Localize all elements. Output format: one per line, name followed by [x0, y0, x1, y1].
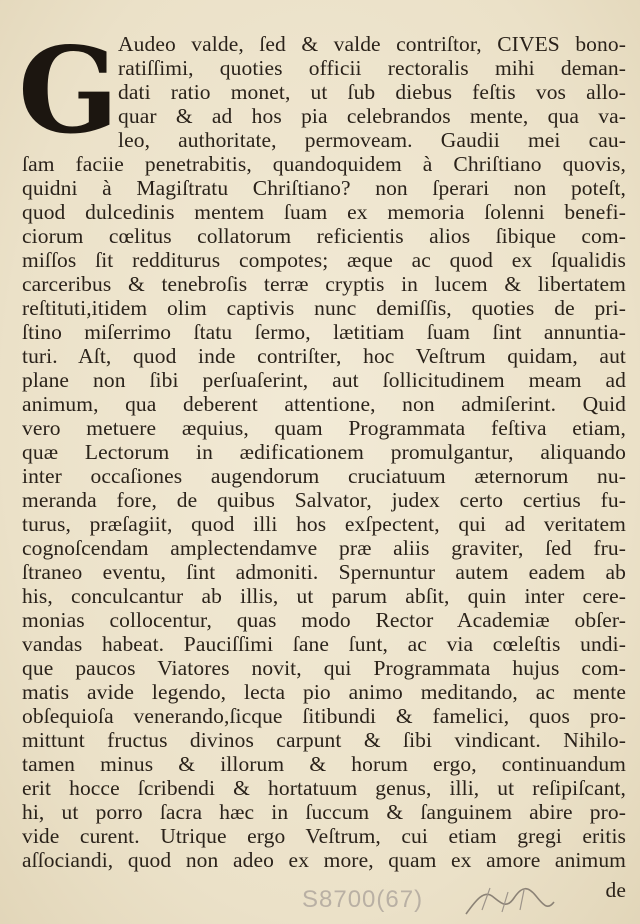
- text-line: leo, authoritate, permoveam. Gaudii mei cau-: [118, 128, 626, 152]
- text-line: hi, ut porro ſacra hæc in ſuccum & ſanguinem abire pro-: [22, 800, 626, 824]
- drop-cap-initial: G: [18, 21, 119, 160]
- text-line: dati ratio monet, ut ſub diebus feſtis vos allo-: [118, 80, 626, 104]
- text-line: carceribus & tenebroſis terræ cryptis in lucem & libertatem: [22, 272, 626, 296]
- text-line: vandas habeat. Pauciſſimi ſane ſunt, ac via cœleſtis undi-: [22, 632, 626, 656]
- text-line: miſſos ſit redditurus compotes; æque ac quod ex ſqualidis: [22, 248, 626, 272]
- text-line: aſſociandi, quod non adeo ex more, quam ex amore animum: [22, 848, 626, 872]
- text-line: turi. Aſt, quod inde contriſter, hoc Veſtrum quidam, aut: [22, 344, 626, 368]
- text-line: animum, qua deberent attentione, non admiſerint. Quid: [22, 392, 626, 416]
- text-line: quæ Lectorum in ædificationem promulgantur, aliquando: [22, 440, 626, 464]
- text-line: ſam faciie penetrabitis, quandoquidem à Chriſtiano quovis,: [22, 152, 626, 176]
- text-line: meranda fore, de quibus Salvator, judex certo certius fu-: [22, 488, 626, 512]
- library-stamp: S8700(67): [302, 886, 424, 913]
- text-line: turus, præſagiit, quod illi hos exſpectent, qui ad veritatem: [22, 512, 626, 536]
- text-line: ciorum cœlitus collatorum reficientis alios ſibique com-: [22, 224, 626, 248]
- text-line: cognoſcendam amplectendamve præ aliis graviter, ſed fru-: [22, 536, 626, 560]
- text-line: erit hocce ſcribendi & hortatuum genus, illi, ut reſipiſcant,: [22, 776, 626, 800]
- text-line: ratiſſimi, quoties officii rectoralis mihi deman-: [118, 56, 626, 80]
- text-line: tamen minus & illorum & horum ergo, continuandum: [22, 752, 626, 776]
- text-line: vide curent. Utrique ergo Veſtrum, cui etiam gregi eritis: [22, 824, 626, 848]
- text-line: ſtraneo eventu, ſint admoniti. Spernuntur autem eadem ab: [22, 560, 626, 584]
- text-line: monias collocentur, quas modo Rector Academiæ obſer-: [22, 608, 626, 632]
- text-line: reſtituti,itidem olim captivis nunc demiſſis, quoties de pri-: [22, 296, 626, 320]
- text-line: Audeo valde, ſed & valde contriſtor, CIVES bono-: [118, 32, 626, 56]
- text-line: plane non ſibi perſuaſerint, aut ſollicitudinem meam ad: [22, 368, 626, 392]
- text-line: quar & ad hos pia celebrandos mente, qua va-: [118, 104, 626, 128]
- text-line: obſequioſa venerando,ſicque ſitibundi & famelici, quos pro-: [22, 704, 626, 728]
- text-line: quod dulcedinis mentem ſuam ex memoria ſolenni benefi-: [22, 200, 626, 224]
- text-line: ſtino miſerrimo ſtatu ſermo, lætitiam ſuam ſint annuntia-: [22, 320, 626, 344]
- handwritten-signature-icon: [462, 880, 558, 920]
- text-line: his, conculcantur ab illis, ut parum abſit, quin inter cere-: [22, 584, 626, 608]
- text-line: vero metuere æquius, quam Programmata feſtiva etiam,: [22, 416, 626, 440]
- text-line: inter occaſiones augendorum cruciatuum æternorum nu-: [22, 464, 626, 488]
- catchword: de: [605, 878, 626, 902]
- text-line: matis avide legendo, lecta pio animo meditando, ac mente: [22, 680, 626, 704]
- text-line: que paucos Viatores novit, qui Programmata hujus com-: [22, 656, 626, 680]
- text-line: quidni à Magiſtratu Chriſtiano? non ſperari non poteſt,: [22, 176, 626, 200]
- text-line: mittunt fructus divinos carpunt & ſibi vindicant. Nihilo-: [22, 728, 626, 752]
